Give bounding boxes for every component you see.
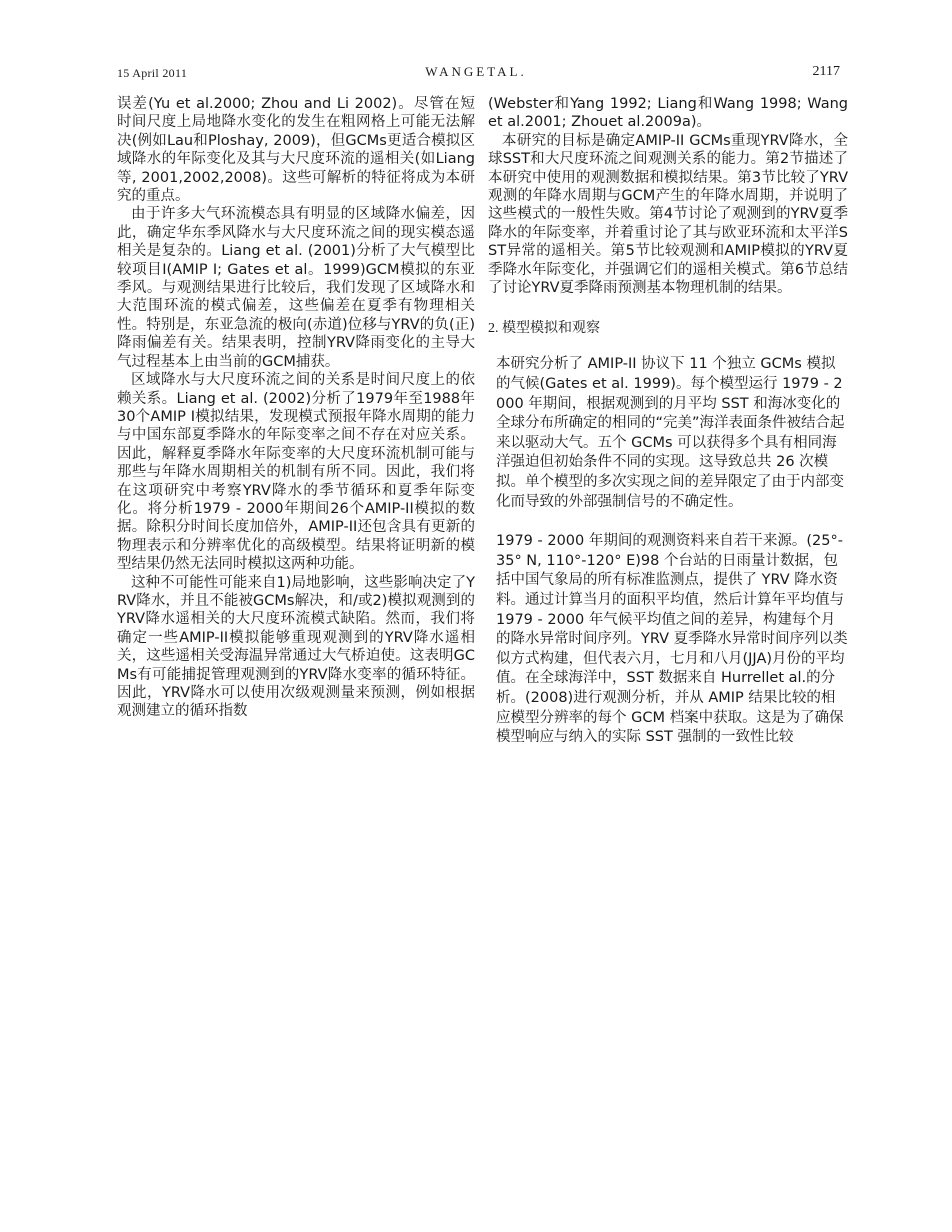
paragraph: 本研究的目标是确定AMIP-II GCMs重现YRV降水，全球SST和大尺度环流之间观测关系的能力。第2节描述了本研究中使用的观测数据和模拟结果。第3节比较了YRV观测的年降水周期与GCM产生的年降水周期，并说明了这些模式的一般性失败。第4节讨论了观测到的YRV夏季降水的年际变率，并着重讨论了其与欧亚环流和太平洋SST异常的遥相关。第5节比较观测和AMIP模拟的YRV夏季降水年际变化，并强调它们的遥相关模式。第6节总结了讨论YRV夏季降雨预测基本物理机制的结果。 [488,132,848,297]
page-number: 2117 [812,64,840,79]
paragraph: 误差(Yu et al.2000; Zhou and Li 2002)。尽管在短时间尺度上局地降水变化的发生在粗网格上可能无法解决(例如Lau和Ploshay, 2009)，但GCMs更适合模拟区域降水的年际变化及其与大尺度环流的遥相关(如Liang等, 2001,2002,2008)。这些可解析的特征将成为本研究的重点。 [117,96,475,205]
running-authors: WANGETAL. [425,64,527,79]
running-header [0,64,952,84]
left-column [117,95,475,721]
paragraph: 由于许多大气环流模态具有明显的区域降水偏差，因此，确定华东季风降水与大尺度环流之间的现实模态遥相关是复杂的。Liang et al. (2001)分析了大气模型比较项目I(AMIP I; Gates et al。1999)GCM模拟的东亚季风。与观测结果进行比较后，我们发现了区域降水和大范围环流的模式偏差，这些偏差在夏季有物理相关性。特别是，东亚急流的极向(赤道)位移与YRV的负(正)降雨偏差有关。结果表明，控制YRV降雨变化的主导大气过程基本上由当前的GCM捕获。 [117,206,475,370]
right-column [488,95,848,748]
section-heading: 2. 模型模拟和观察 [488,321,600,337]
paragraph: (Webster和Yang 1992; Liang和Wang 1998; Wanget al.2001; Zhouet al.2009a)。 [488,96,848,131]
paragraph: 这种不可能性可能来自1)局地影响，这些影响决定了YRV降水，并且不能被GCMs解决，和/或2)模拟观测到的YRV降水遥相关的大尺度环流模式缺陷。然而，我们将确定一些AMIP-II模拟能够重现观测到的YRV降水遥相关，这些遥相关受海温异常通过大气桥迫使。这表明GCMs有可能捕捉管理观测到的YRV降水变率的循环特征。因此，YRV降水可以使用次级观测量来预测，例如根据观测建立的循环指数 [117,574,475,720]
issue-date: 15 April 2011 [117,66,188,80]
paragraph: 1979 - 2000 年期间的观测资料来自若干来源。(25°-35° N, 110°-120° E)98 个台站的日雨量计数据，包括中国气象局的所有标准监测点，提供了 YRV 降水资料。通过计算当月的面积平均值，然后计算年平均值与 1979 - 2000 年气候平均值之间的差异，构建每个月的降水异常时间序列。YRV 夏季降水异常时间序列以类似方式构建，但代表六月，七月和八月(JJA)月份的平均值。在全球海洋中，SST 数据来自 Hurrellet al.的分析。(2008)进行观测分析，并从 AMIP 结果比较的相应模型分辨率的每个 GCM 档案中获取。这是为了确保模型响应与纳入的实际 SST 强制的一致性比较 [496,533,848,746]
paragraph: 区域降水与大尺度环流之间的关系是时间尺度上的依赖关系。Liang et al. (2002)分析了1979年至1988年30个AMIP I模拟结果，发现模式预报年降水周期的能力与中国东部夏季降水的年际变率之间不存在对应关系。因此，解释夏季降水年际变率的大尺度环流机制可能与那些与年降水周期相关的机制有所不同。因此，我们将在这项研究中考察YRV降水的季节循环和夏季年际变化。将分析1979 - 2000年期间26个AMIP-II模拟的数据。除积分时间长度加倍外，AMIP-II还包含具有更新的物理表示和分辨率优化的高级模型。结果将证明新的模型结果仍然无法同时模拟这两种功能。 [117,372,475,573]
paragraph: 本研究分析了 AMIP-II 协议下 11 个独立 GCMs 模拟的气候(Gates et al. 1999)。每个模型运行 1979 - 2000 年期间，根据观测到的月平均 SST 和海冰变化的全球分布所确定的相同的“完美”海洋表面条件被结合起来以驱动大气。五个 GCMs 可以获得多个具有相同海洋强迫但初始条件不同的实现。这导致总共 26 次模拟。单个模型的多次实现之间的差异限定了由于内部变化而导致的外部强制信号的不确定性。 [496,356,845,510]
section-body [488,355,848,747]
